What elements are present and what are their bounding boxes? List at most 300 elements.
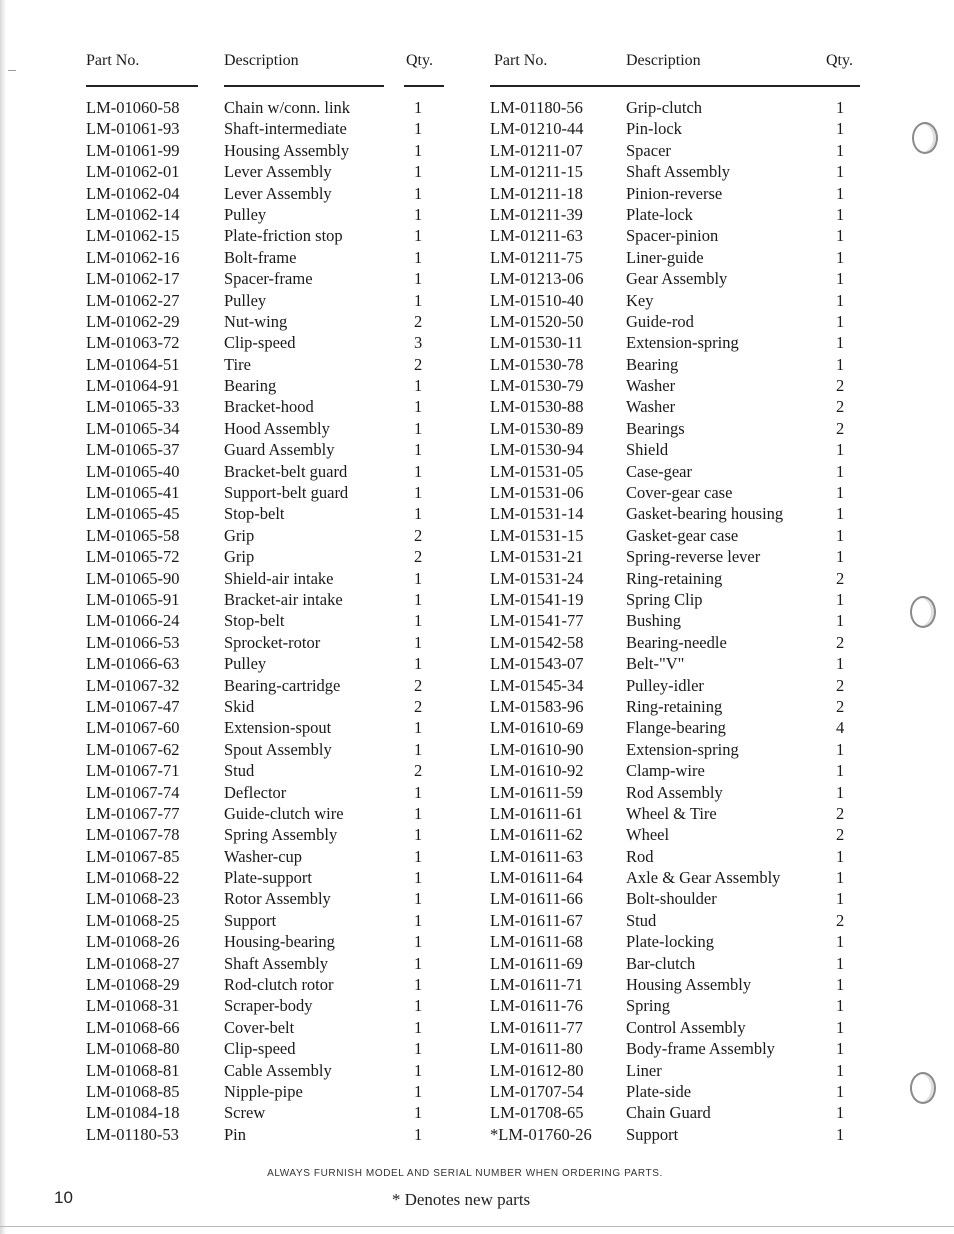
table-row <box>486 355 866 376</box>
part-qty: 1 <box>414 1017 423 1037</box>
part-qty: 2 <box>836 376 845 396</box>
part-description: Spacer <box>626 140 671 160</box>
part-qty: 1 <box>836 953 845 973</box>
part-number: LM-01068-22 <box>86 868 180 888</box>
table-row <box>486 419 866 440</box>
table-row <box>486 440 866 461</box>
table-row <box>486 269 866 290</box>
part-description: Stud <box>626 910 657 930</box>
part-description: Lever Assembly <box>224 183 332 203</box>
part-qty: 2 <box>836 910 845 930</box>
part-description: Support <box>224 910 277 930</box>
table-row <box>86 483 451 504</box>
table-row <box>86 633 451 654</box>
part-qty: 1 <box>414 953 423 973</box>
part-number: LM-01067-85 <box>86 846 180 866</box>
parts-table-right <box>486 52 866 1146</box>
table-row <box>486 141 866 162</box>
part-qty: 1 <box>414 803 423 823</box>
part-qty: 1 <box>414 483 423 503</box>
part-number: LM-01062-04 <box>86 183 180 203</box>
part-qty: 3 <box>414 333 423 353</box>
scan-edge-shadow <box>0 0 6 1234</box>
part-qty: 1 <box>414 996 423 1016</box>
part-number: LM-01061-99 <box>86 140 180 160</box>
part-number: LM-01067-47 <box>86 696 180 716</box>
part-description: Pin-lock <box>626 119 682 139</box>
table-row <box>486 633 866 654</box>
part-description: Housing-bearing <box>224 932 335 952</box>
part-qty: 2 <box>836 825 845 845</box>
table-row <box>486 291 866 312</box>
part-qty: 1 <box>836 204 845 224</box>
part-qty: 1 <box>836 333 845 353</box>
part-number: LM-01213-06 <box>490 269 584 289</box>
ordering-note: ALWAYS FURNISH MODEL AND SERIAL NUMBER WHEN ORDERING PARTS. <box>267 1168 663 1179</box>
part-qty: 1 <box>414 975 423 995</box>
header-description: Description <box>224 52 299 69</box>
part-qty: 1 <box>836 1039 845 1059</box>
table-row <box>486 783 866 804</box>
part-qty: 1 <box>414 739 423 759</box>
part-qty: 1 <box>836 290 845 310</box>
part-qty: 2 <box>414 761 423 781</box>
part-description: Bushing <box>626 611 682 631</box>
part-description: Spacer-frame <box>224 269 313 289</box>
table-row <box>86 932 451 953</box>
part-description: Bar-clutch <box>626 953 696 973</box>
part-number: LM-01064-91 <box>86 376 180 396</box>
table-body-left <box>86 98 451 1146</box>
table-row <box>86 889 451 910</box>
part-description: Guide-rod <box>626 311 694 331</box>
part-description: Tire <box>224 354 251 374</box>
scan-mark <box>8 66 16 71</box>
header-rule <box>404 85 444 87</box>
table-row <box>486 98 866 119</box>
part-description: Gasket-gear case <box>626 525 739 545</box>
part-number: LM-01068-23 <box>86 889 180 909</box>
part-description: Plate-locking <box>626 932 714 952</box>
part-qty: 1 <box>836 525 845 545</box>
part-qty: 1 <box>414 440 423 460</box>
table-row <box>486 975 866 996</box>
part-qty: 2 <box>836 803 845 823</box>
table-row <box>86 440 451 461</box>
part-description: Rotor Assembly <box>224 889 331 909</box>
part-qty: 1 <box>414 504 423 524</box>
part-description: Bearing-cartridge <box>224 675 341 695</box>
part-qty: 1 <box>414 932 423 952</box>
part-number: LM-01531-15 <box>490 525 584 545</box>
part-number: LM-01707-54 <box>490 1081 584 1101</box>
page-bottom-rule <box>0 1226 954 1227</box>
part-description: Nut-wing <box>224 311 288 331</box>
table-row <box>486 761 866 782</box>
part-number: LM-01211-75 <box>490 247 583 267</box>
part-description: Clip-speed <box>224 333 296 353</box>
part-description: Gasket-bearing housing <box>626 504 784 524</box>
part-number: LM-01542-58 <box>490 632 584 652</box>
part-description: Spring Clip <box>626 589 703 609</box>
table-row <box>486 226 866 247</box>
part-description: Support-belt guard <box>224 483 349 503</box>
header-qty: Qty. <box>826 52 853 69</box>
part-description: Spring Assembly <box>224 825 338 845</box>
part-description: Bearing <box>224 376 277 396</box>
part-number: LM-01611-62 <box>490 825 583 845</box>
part-qty: 1 <box>414 162 423 182</box>
part-qty: 1 <box>836 119 845 139</box>
table-row <box>486 868 866 889</box>
part-description: Key <box>626 290 654 310</box>
part-number: LM-01530-78 <box>490 354 584 374</box>
part-number: LM-01611-66 <box>490 889 583 909</box>
part-description: Grip-clutch <box>626 98 703 117</box>
table-row <box>486 376 866 397</box>
part-description: Sprocket-rotor <box>224 632 321 652</box>
part-number: LM-01062-29 <box>86 311 180 331</box>
part-number: LM-01545-34 <box>490 675 584 695</box>
part-number: LM-01063-72 <box>86 333 180 353</box>
part-number: LM-01067-78 <box>86 825 180 845</box>
part-description: Chain w/conn. link <box>224 98 351 117</box>
part-qty: 1 <box>836 547 845 567</box>
part-number: LM-01064-51 <box>86 354 180 374</box>
header-part-no: Part No. <box>494 52 548 69</box>
table-row <box>86 569 451 590</box>
part-number: LM-01065-91 <box>86 589 180 609</box>
part-number: LM-01543-07 <box>490 654 584 674</box>
part-description: Cable Assembly <box>224 1060 332 1080</box>
part-description: Gear Assembly <box>626 269 728 289</box>
part-description: Ring-retaining <box>626 568 723 588</box>
part-description: Pulley-idler <box>626 675 704 695</box>
part-number: LM-01065-45 <box>86 504 180 524</box>
part-qty: 1 <box>414 589 423 609</box>
part-qty: 1 <box>414 247 423 267</box>
table-row <box>86 184 451 205</box>
part-qty: 1 <box>414 204 423 224</box>
parts-table-left <box>86 52 451 1146</box>
part-description: Shaft Assembly <box>224 953 329 973</box>
part-number: LM-01066-53 <box>86 632 180 652</box>
part-qty: 1 <box>414 889 423 909</box>
part-description: Extension-spring <box>626 333 739 353</box>
part-description: Belt-"V" <box>626 654 685 674</box>
table-row <box>86 590 451 611</box>
part-description: Plate-side <box>626 1081 692 1101</box>
table-row <box>486 1125 866 1146</box>
part-description: Deflector <box>224 782 287 802</box>
part-qty: 1 <box>414 654 423 674</box>
part-description: Pulley <box>224 204 267 224</box>
table-row <box>486 162 866 183</box>
part-qty: 1 <box>414 1039 423 1059</box>
part-number: LM-01061-93 <box>86 119 180 139</box>
part-qty: 1 <box>836 140 845 160</box>
table-row <box>486 205 866 226</box>
part-number: LM-01084-18 <box>86 1103 180 1123</box>
part-qty: 1 <box>836 247 845 267</box>
table-row <box>486 1061 866 1082</box>
part-qty: 1 <box>414 611 423 631</box>
table-row <box>486 462 866 483</box>
part-number: LM-01520-50 <box>490 311 584 331</box>
part-number: LM-01611-64 <box>490 868 583 888</box>
table-row <box>86 355 451 376</box>
part-qty: 1 <box>836 269 845 289</box>
table-row <box>86 783 451 804</box>
part-number: LM-01068-31 <box>86 996 180 1016</box>
part-number: LM-01610-69 <box>490 718 584 738</box>
part-number: LM-01211-07 <box>490 140 583 160</box>
table-row <box>486 697 866 718</box>
table-row <box>86 847 451 868</box>
part-qty: 1 <box>414 269 423 289</box>
part-description: Washer <box>626 397 676 417</box>
table-row <box>486 547 866 568</box>
part-number: LM-01530-94 <box>490 440 584 460</box>
table-row <box>86 676 451 697</box>
part-qty: 1 <box>836 504 845 524</box>
part-description: Bearing-needle <box>626 632 727 652</box>
part-description: Spring <box>626 996 671 1016</box>
part-qty: 4 <box>836 718 845 738</box>
part-number: LM-01530-79 <box>490 376 584 396</box>
table-row <box>86 547 451 568</box>
part-description: Bracket-hood <box>224 397 314 417</box>
part-qty: 2 <box>836 568 845 588</box>
part-number: LM-01530-11 <box>490 333 583 353</box>
part-qty: 1 <box>414 568 423 588</box>
part-number: LM-01067-71 <box>86 761 180 781</box>
table-row <box>86 804 451 825</box>
part-description: Liner <box>626 1060 662 1080</box>
part-description: Bolt-shoulder <box>626 889 717 909</box>
header-part-no: Part No. <box>86 52 140 69</box>
part-qty: 1 <box>836 932 845 952</box>
part-qty: 2 <box>836 418 845 438</box>
header-rule <box>582 85 860 87</box>
part-qty: 1 <box>414 1081 423 1101</box>
part-qty: 1 <box>836 440 845 460</box>
table-row <box>86 162 451 183</box>
part-number: LM-01210-44 <box>490 119 584 139</box>
part-qty: 1 <box>836 889 845 909</box>
part-qty: 1 <box>414 376 423 396</box>
part-qty: 1 <box>836 461 845 481</box>
part-description: Cover-gear case <box>626 483 733 503</box>
table-row <box>486 569 866 590</box>
part-number: LM-01211-63 <box>490 226 583 246</box>
table-row <box>86 269 451 290</box>
table-row <box>486 911 866 932</box>
header-qty: Qty. <box>406 52 433 69</box>
table-row <box>86 1103 451 1124</box>
part-number: LM-01531-14 <box>490 504 584 524</box>
table-row <box>86 911 451 932</box>
part-number: LM-01611-69 <box>490 953 583 973</box>
part-description: Body-frame Assembly <box>626 1039 775 1059</box>
table-row <box>86 248 451 269</box>
part-description: Rod Assembly <box>626 782 723 802</box>
table-row <box>486 996 866 1017</box>
table-row <box>86 740 451 761</box>
part-description: Rod <box>626 846 654 866</box>
part-description: Rod-clutch rotor <box>224 975 334 995</box>
part-description: Chain Guard <box>626 1103 711 1123</box>
part-qty: 1 <box>836 162 845 182</box>
part-description: Housing Assembly <box>224 140 350 160</box>
part-number: *LM-01760-26 <box>490 1124 592 1144</box>
part-number: LM-01068-66 <box>86 1017 180 1037</box>
table-row <box>486 932 866 953</box>
part-description: Washer <box>626 376 676 396</box>
part-description: Bracket-air intake <box>224 589 343 609</box>
part-number: LM-01611-76 <box>490 996 583 1016</box>
part-qty: 2 <box>414 525 423 545</box>
table-row <box>86 419 451 440</box>
part-qty: 1 <box>836 1103 845 1123</box>
header-description: Description <box>626 52 701 69</box>
part-number: LM-01583-96 <box>490 696 584 716</box>
part-description: Extension-spring <box>626 739 739 759</box>
header-rule <box>224 85 384 87</box>
part-qty: 1 <box>414 632 423 652</box>
part-number: LM-01211-18 <box>490 183 583 203</box>
part-number: LM-01065-34 <box>86 418 180 438</box>
part-description: Extension-spout <box>224 718 332 738</box>
part-qty: 1 <box>836 654 845 674</box>
table-row <box>486 483 866 504</box>
table-row <box>86 376 451 397</box>
table-row <box>486 184 866 205</box>
part-number: LM-01067-62 <box>86 739 180 759</box>
part-qty: 1 <box>836 1124 845 1144</box>
part-description: Shaft-intermediate <box>224 119 347 139</box>
part-qty: 1 <box>836 1060 845 1080</box>
table-row <box>486 397 866 418</box>
part-description: Pin <box>224 1124 247 1144</box>
table-header-left <box>86 52 451 88</box>
table-row <box>86 996 451 1017</box>
part-description: Lever Assembly <box>224 162 332 182</box>
part-description: Stop-belt <box>224 611 285 631</box>
part-qty: 2 <box>836 632 845 652</box>
part-qty: 2 <box>414 311 423 331</box>
part-number: LM-01068-26 <box>86 932 180 952</box>
table-row <box>86 654 451 675</box>
part-description: Support <box>626 1124 679 1144</box>
part-number: LM-01065-58 <box>86 525 180 545</box>
binder-hole-icon <box>910 1072 936 1104</box>
table-row <box>486 590 866 611</box>
table-row <box>486 526 866 547</box>
part-number: LM-01062-27 <box>86 290 180 310</box>
part-description: Case-gear <box>626 461 692 481</box>
table-row <box>486 676 866 697</box>
part-description: Pulley <box>224 290 267 310</box>
table-row <box>486 954 866 975</box>
part-qty: 1 <box>414 397 423 417</box>
part-description: Cover-belt <box>224 1017 295 1037</box>
part-number: LM-01611-63 <box>490 846 583 866</box>
part-description: Plate-support <box>224 868 312 888</box>
part-description: Bearings <box>626 418 685 438</box>
part-description: Grip <box>224 525 255 545</box>
part-qty: 1 <box>414 1103 423 1123</box>
part-description: Skid <box>224 696 255 716</box>
footnote: * Denotes new parts <box>391 1190 531 1209</box>
part-qty: 1 <box>836 996 845 1016</box>
part-description: Spacer-pinion <box>626 226 719 246</box>
table-row <box>86 954 451 975</box>
part-number: LM-01068-27 <box>86 953 180 973</box>
part-description: Spout Assembly <box>224 739 332 759</box>
part-number: LM-01068-85 <box>86 1081 180 1101</box>
part-number: LM-01531-24 <box>490 568 584 588</box>
table-row <box>486 1103 866 1124</box>
table-row <box>486 1018 866 1039</box>
part-description: Screw <box>224 1103 266 1123</box>
part-number: LM-01067-74 <box>86 782 180 802</box>
part-number: LM-01067-77 <box>86 803 180 823</box>
part-description: Clamp-wire <box>626 761 705 781</box>
part-description: Spring-reverse lever <box>626 547 761 567</box>
part-number: LM-01611-80 <box>490 1039 583 1059</box>
table-row <box>486 504 866 525</box>
part-description: Shield <box>626 440 669 460</box>
table-row <box>86 141 451 162</box>
part-qty: 1 <box>836 975 845 995</box>
table-row <box>86 868 451 889</box>
part-qty: 2 <box>414 675 423 695</box>
part-number: LM-01510-40 <box>490 290 584 310</box>
table-row <box>86 333 451 354</box>
part-number: LM-01062-17 <box>86 269 180 289</box>
part-description: Liner-guide <box>626 247 704 267</box>
part-qty: 1 <box>836 761 845 781</box>
part-qty: 1 <box>836 739 845 759</box>
table-row <box>486 1082 866 1103</box>
part-description: Pinion-reverse <box>626 183 723 203</box>
part-description: Flange-bearing <box>626 718 726 738</box>
table-row <box>86 1039 451 1060</box>
part-description: Plate-lock <box>626 204 693 224</box>
table-row <box>486 740 866 761</box>
table-header-right <box>486 52 866 88</box>
part-qty: 2 <box>836 696 845 716</box>
part-number: LM-01610-92 <box>490 761 584 781</box>
part-description: Bearing <box>626 354 679 374</box>
table-row <box>486 825 866 846</box>
part-number: LM-01611-59 <box>490 782 583 802</box>
table-body-right <box>486 98 866 1146</box>
part-number: LM-01066-63 <box>86 654 180 674</box>
part-qty: 1 <box>414 910 423 930</box>
part-number: LM-01060-58 <box>86 98 180 117</box>
table-row <box>86 205 451 226</box>
part-number: LM-01541-77 <box>490 611 584 631</box>
part-number: LM-01541-19 <box>490 589 584 609</box>
table-row <box>86 975 451 996</box>
part-description: Clip-speed <box>224 1039 296 1059</box>
part-number: LM-01211-15 <box>490 162 583 182</box>
table-row <box>86 462 451 483</box>
table-row <box>486 654 866 675</box>
part-description: Nipple-pipe <box>224 1081 303 1101</box>
